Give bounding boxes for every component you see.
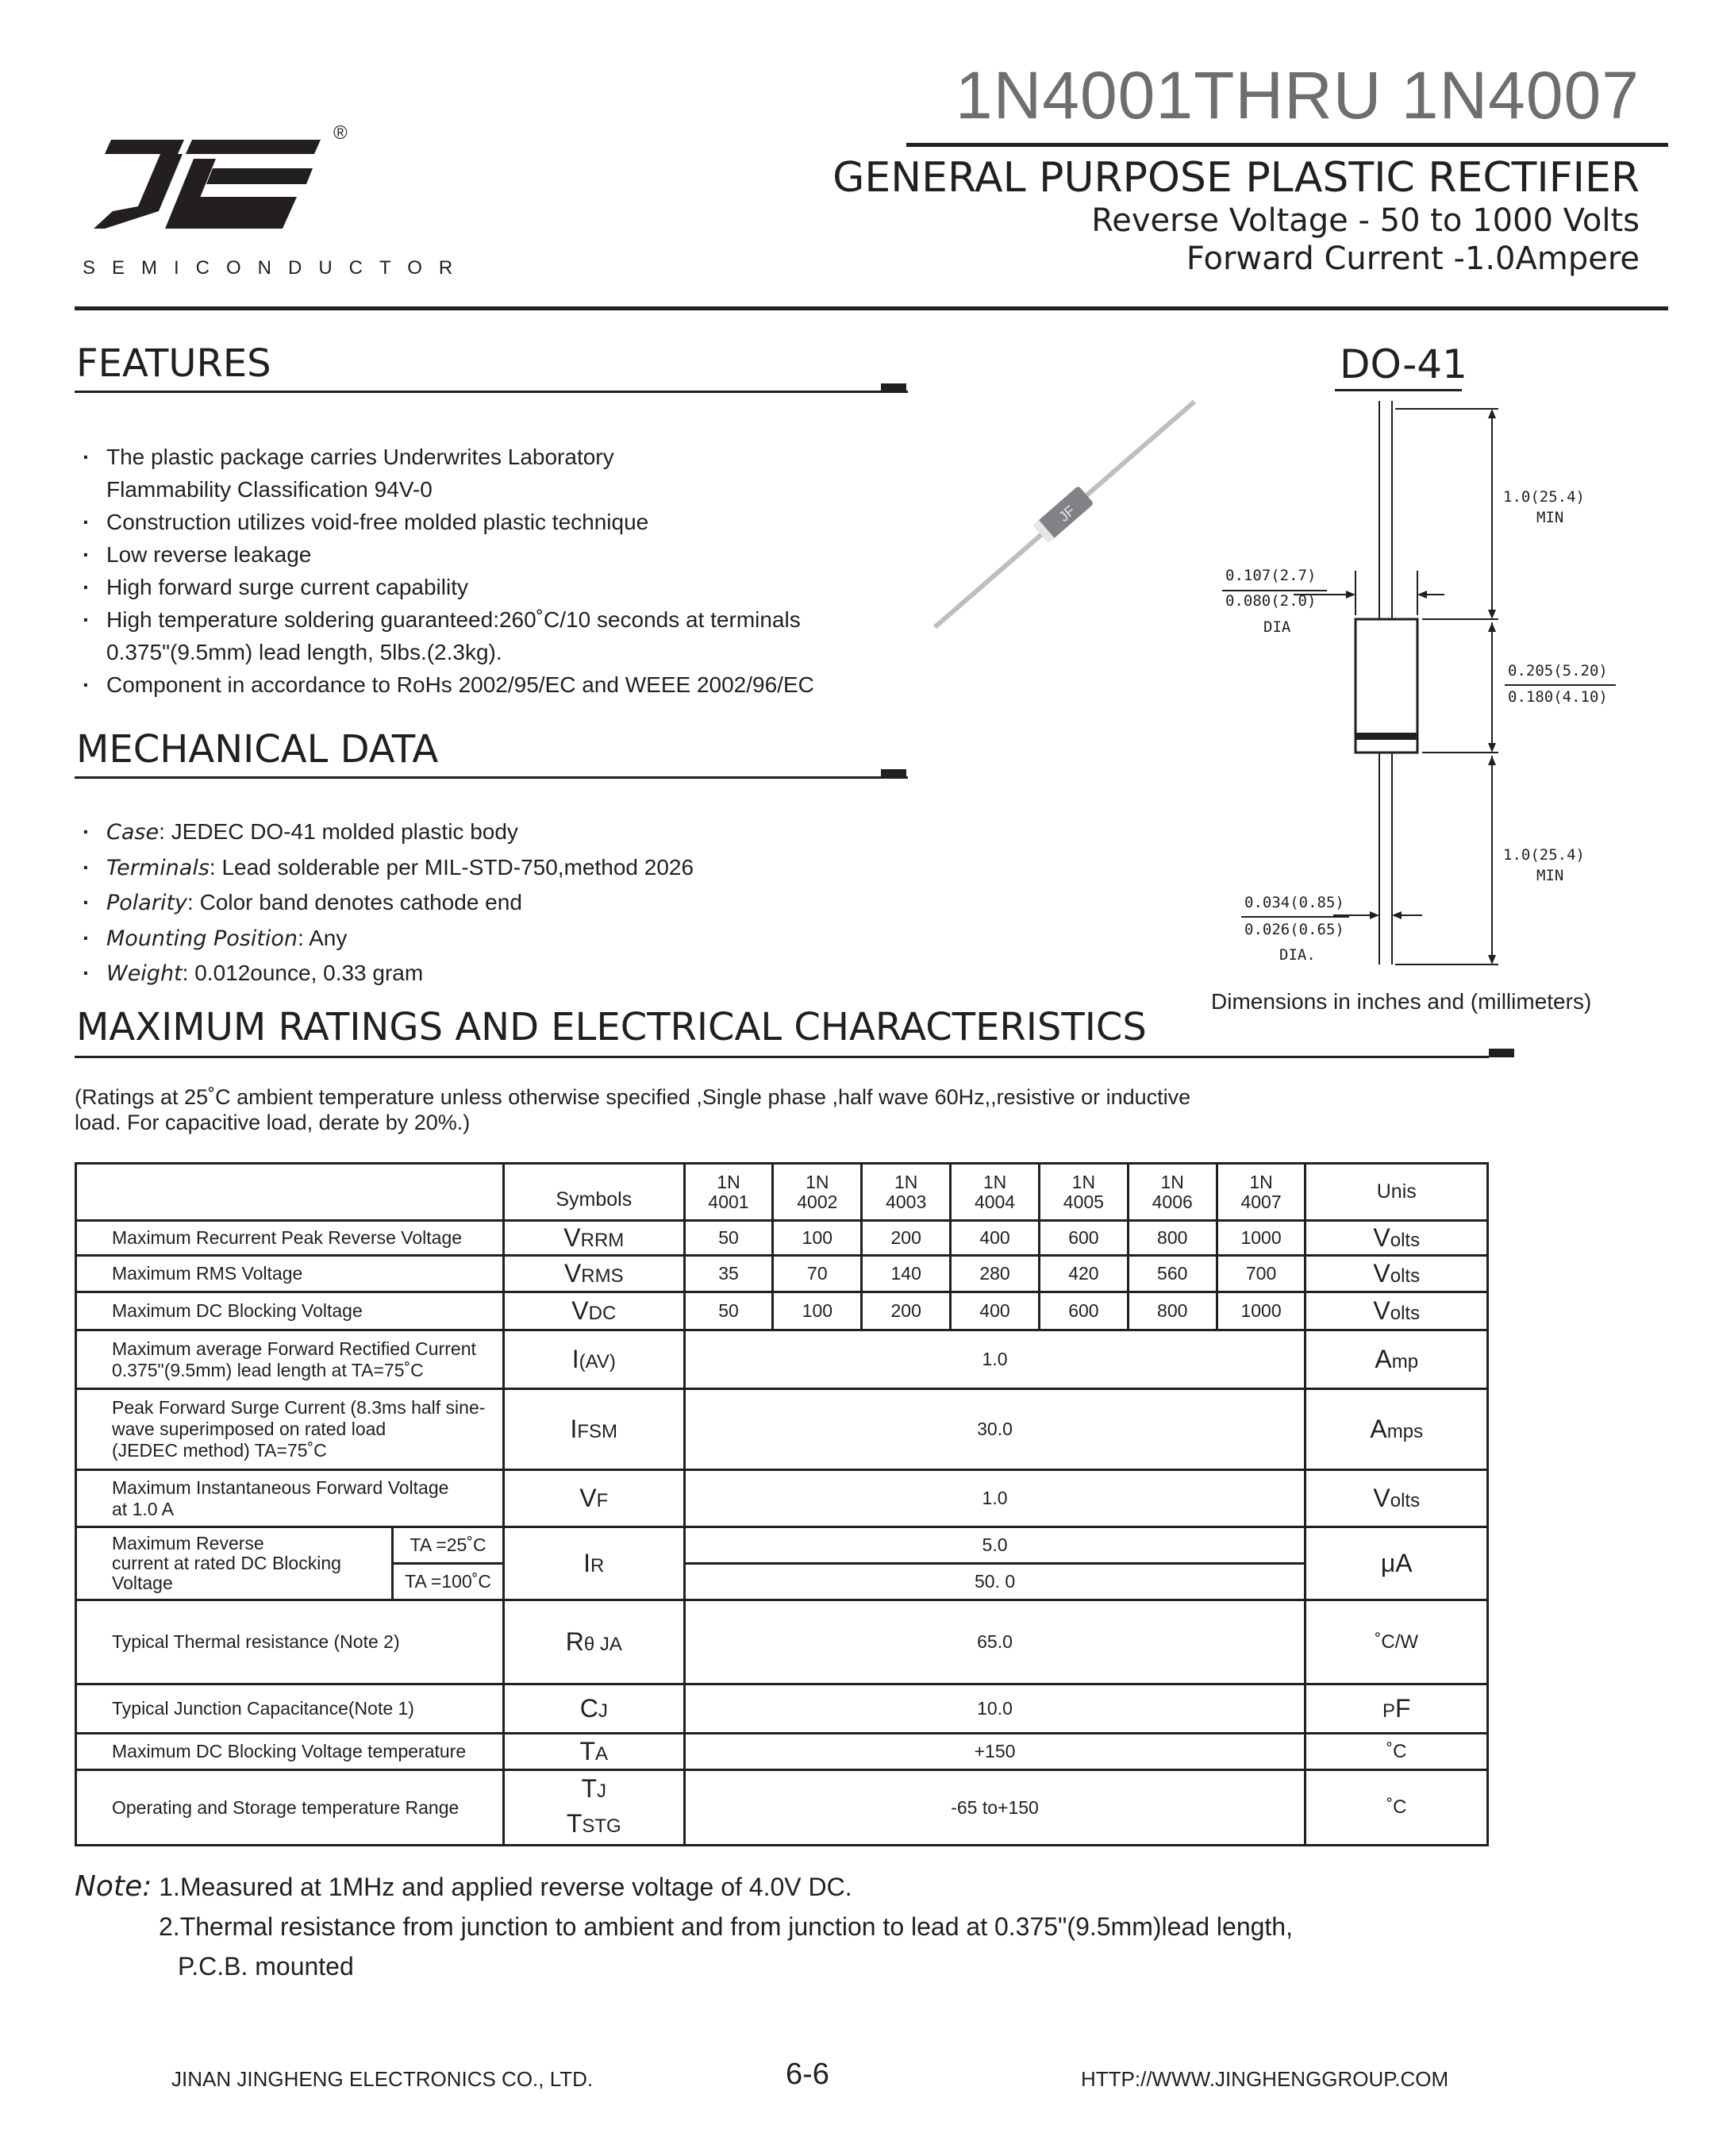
note-1: 1.Measured at 1MHz and applied reverse voltage of 4.0V DC.: [159, 1873, 852, 1901]
table-row-vf: Maximum Instantaneous Forward Voltage at 1.0 A VF 1.0 Volts: [76, 1470, 1488, 1527]
dim-wire-dia-label: DIA.: [1279, 946, 1316, 964]
mechanical-item-weight: · Weight: 0.012ounce, 0.33 gram: [78, 956, 694, 991]
dim-wire-dia-max: 0.034(0.85): [1244, 894, 1344, 911]
diode-illustration: [929, 397, 1206, 635]
table-row-vrrm: Maximum Recurrent Peak Reverse Voltage VRRM 50 100 200 400 600 800 1000 Volts: [76, 1221, 1488, 1256]
package-name: DO-41: [1340, 341, 1467, 387]
dim-lead-dia-max: 0.107(2.7): [1225, 567, 1317, 584]
table-row-vdc: Maximum DC Blocking Voltage VDC 50 100 200 400 600 800 1000 Volts: [76, 1292, 1488, 1330]
mechanical-item-terminals: · Terminals: Lead solderable per MIL-STD-750,method 2026: [78, 850, 694, 886]
footer-website[interactable]: HTTP://WWW.JINGHENGGROUP.COM: [1081, 2067, 1449, 2091]
feature-item: · The plastic package carries Underwrites Laboratory: [78, 441, 814, 473]
package-name-underline: [1335, 389, 1462, 391]
table-row-iav: Maximum average Forward Rectified Current 0.375"(9.5mm) lead length at TA=75˚C I(AV) 1.0 Amp: [76, 1330, 1488, 1389]
footer-page-number: 6-6: [786, 2058, 829, 2091]
dim-body-length-max: 0.205(5.20): [1508, 662, 1608, 680]
ratings-heading: MAXIMUM RATINGS AND ELECTRICAL CHARACTERISTICS: [76, 1005, 1147, 1049]
company-logo: [89, 135, 327, 230]
ratings-end-bar: [1489, 1049, 1514, 1057]
ratings-conditions-line2: load. For capacitive load, derate by 20%.): [75, 1111, 471, 1134]
logo-f-top: [186, 140, 321, 154]
feature-item: 0.375"(9.5mm) lead length, 5lbs.(2.3kg).: [106, 640, 502, 664]
reverse-voltage-spec: Reverse Voltage - 50 to 1000 Volts: [1091, 202, 1640, 239]
diode-body-marking: JF: [1056, 502, 1079, 525]
registered-mark: ®: [333, 122, 348, 144]
dim-fraction-bar: [1241, 916, 1349, 918]
logo-j-top: [105, 140, 184, 154]
cathode-band: [1355, 733, 1417, 740]
table-row-tj-tstg: Operating and Storage temperature Range TJ TSTG -65 to+150 ˚C: [76, 1770, 1488, 1846]
part-header-4003: 1N 4003: [862, 1164, 951, 1221]
features-end-bar: [881, 383, 906, 392]
dim-fraction-bar: [1505, 684, 1616, 686]
dim-body-length-min: 0.180(4.10): [1508, 688, 1608, 706]
logo-f-low: [186, 197, 297, 229]
feature-item: Flammability Classification 94V-0: [106, 477, 433, 502]
mechanical-heading: MECHANICAL DATA: [76, 727, 439, 772]
dim-lead-length-bottom-min: MIN: [1536, 867, 1564, 884]
features-list: [78, 441, 814, 701]
part-header-4007: 1N 4007: [1217, 1164, 1305, 1221]
product-title: GENERAL PURPOSE PLASTIC RECTIFIER: [833, 154, 1640, 202]
mechanical-item-case: · Case: JEDEC DO-41 molded plastic body: [78, 814, 694, 850]
part-header-4002: 1N 4002: [773, 1164, 862, 1221]
table-row-ir-100c: TA =100˚C 50. 0: [76, 1564, 1488, 1600]
dim-lead-dia-min: 0.080(2.0): [1225, 592, 1317, 610]
feature-item: · High forward surge current capability: [78, 571, 814, 603]
table-row-ir-25c: Maximum Reverse current at rated DC Blocking Voltage TA =25˚C IR 5.0 μA: [76, 1527, 1488, 1564]
note-2: 2.Thermal resistance from junction to ambient and from junction to lead at 0.375"(9.5mm)lead length,: [159, 1912, 1293, 1941]
dim-fraction-bar: [1222, 590, 1327, 591]
table-row-ifsm: Peak Forward Surge Current (8.3ms half sine- wave superimposed on rated load (JEDEC method) TA=75˚C IFSM 30.0 Amps: [76, 1389, 1488, 1470]
footer-company: JINAN JINGHENG ELECTRONICS CO., LTD.: [171, 2067, 594, 2091]
part-header-4006: 1N 4006: [1128, 1164, 1217, 1221]
notes-block: [75, 1867, 1503, 1986]
part-header-4001: 1N 4001: [684, 1164, 773, 1221]
dim-wire-dia-min: 0.026(0.65): [1244, 921, 1344, 938]
note-2-continued: P.C.B. mounted: [178, 1952, 354, 1981]
company-tagline: SEMICONDUCTOR: [83, 257, 470, 279]
ratings-conditions-line1: (Ratings at 25˚C ambient temperature unless otherwise specified ,Single phase ,half wave 60Hz,,resistive or inductive: [75, 1085, 1191, 1109]
header-divider: [906, 143, 1668, 147]
table-header-row: [76, 1164, 1488, 1221]
features-heading: FEATURES: [76, 341, 271, 386]
dim-lead-dia-label: DIA: [1263, 618, 1291, 636]
ratings-conditions: [75, 1084, 1503, 1135]
table-row-vrms: Maximum RMS Voltage VRMS 35 70 140 280 420 560 700 Volts: [76, 1256, 1488, 1292]
feature-item: · Low reverse leakage: [78, 538, 814, 571]
dim-lead-length-top: 1.0(25.4): [1503, 488, 1585, 506]
features-underline: [75, 391, 908, 393]
ratings-table: [75, 1162, 1489, 1846]
top-thick-rule: [75, 306, 1668, 310]
ratings-underline: [75, 1056, 1489, 1058]
mechanical-end-bar: [881, 769, 906, 778]
logo-j-stem: [94, 154, 183, 229]
symbols-header: Symbols: [503, 1164, 684, 1221]
package-outline-drawing: [1214, 401, 1587, 972]
mechanical-item-mounting: · Mounting Position: Any: [78, 921, 694, 957]
part-range-title: 1N4001THRU 1N4007: [955, 58, 1640, 133]
table-row-ta: Maximum DC Blocking Voltage temperature TA +150 ˚C: [76, 1734, 1488, 1770]
forward-current-spec: Forward Current -1.0Ampere: [1186, 241, 1640, 277]
table-row-rth: Typical Thermal resistance (Note 2) Rθ JA 65.0 ˚C/W: [76, 1600, 1488, 1684]
table-row-cj: Typical Junction Capacitance(Note 1) CJ 10.0 PF: [76, 1684, 1488, 1734]
dim-lead-length-top-min: MIN: [1536, 509, 1564, 526]
feature-item: · Construction utilizes void-free molded plastic technique: [78, 506, 814, 538]
logo-f-mid: [206, 168, 313, 184]
feature-item: · High temperature soldering guaranteed:260˚C/10 seconds at terminals: [78, 603, 814, 636]
feature-item: · Component in accordance to RoHs 2002/95/EC and WEEE 2002/96/EC: [78, 668, 814, 701]
dimensions-caption: Dimensions in inches and (millimeters): [1211, 989, 1592, 1014]
mechanical-item-polarity: · Polarity: Color band denotes cathode end: [78, 885, 694, 921]
part-header-4004: 1N 4004: [951, 1164, 1040, 1221]
part-header-4005: 1N 4005: [1039, 1164, 1128, 1221]
units-header: Unis: [1305, 1164, 1488, 1221]
mechanical-list: [78, 814, 694, 991]
notes-label: Note:: [75, 1870, 152, 1903]
mechanical-underline: [75, 776, 908, 779]
dim-lead-length-bottom: 1.0(25.4): [1503, 846, 1585, 864]
